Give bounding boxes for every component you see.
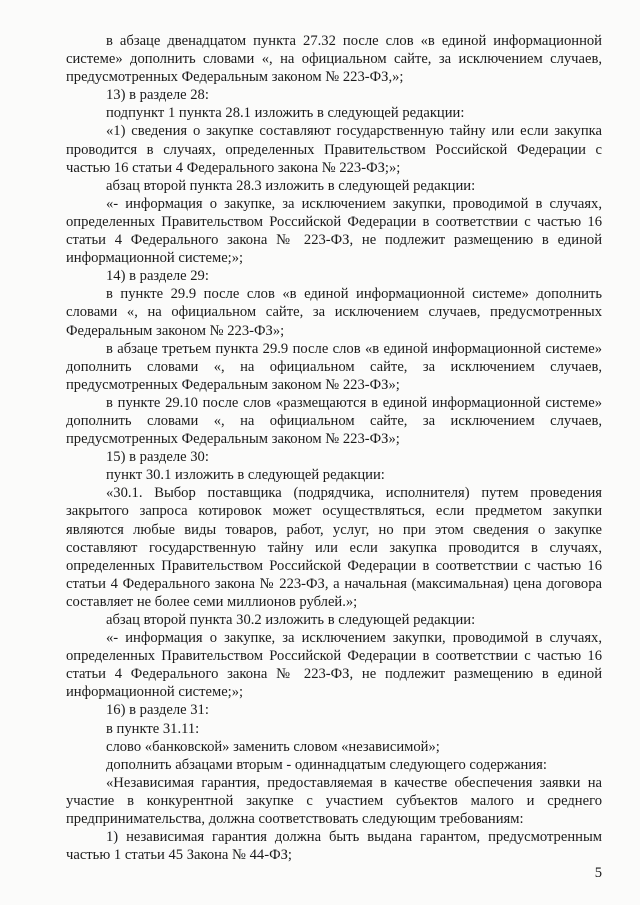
paragraph-7: 14) в разделе 29: [106,268,209,285]
paragraph-15: «- информация о закупке, за исключением закупки, проводимой в случаях, определенных Правительством Российской Федерации в соответствии с частью 16 статьи 4 Федерального закона № 223-ФЗ, не подлежит размещению в единой информационной системе;»; [66,630,602,701]
paragraph-8: в пункте 29.9 после слов «в единой информационной системе» дополнить словами «, на официальном сайте, за исключением случаев, предусмотренных Федеральным законом № 223-ФЗ»; [66,286,602,339]
paragraph-16: 16) в разделе 31: [106,702,209,719]
paragraph-13: «30.1. Выбор поставщика (подрядчика, исполнителя) путем проведения закрытого запроса котировок может осуществляться, если предметом закупки являются любые виды товаров, работ, услуг, но при этом сведения о закупке составляют государственную тайну или если закупка проводится в случаях, определенных Правительством Российской Федерации в соответствии с частью 16 статьи 4 Федерального закона № 223-ФЗ, а начальная (максимальная) цена договора составляет не более семи миллионов рублей.»; [66,485,602,610]
paragraph-5: абзац второй пункта 28.3 изложить в следующей редакции: [106,177,476,194]
document-body [66,32,602,864]
paragraph-20: «Независимая гарантия, предоставляемая в качестве обеспечения заявки на участие в конкурентной закупке с участием субъектов малого и среднего предпринимательства, должна соответствовать следующим требованиям: [66,774,602,828]
paragraph-2: 13) в разделе 28: [106,87,209,104]
paragraph-17: в пункте 31.11: [106,720,200,737]
paragraph-14: абзац второй пункта 30.2 изложить в следующей редакции: [106,612,476,628]
page-number: 5 [594,865,602,881]
paragraph-18: слово «банковской» заменить словом «независимой»; [106,738,440,755]
paragraph-11: 15) в разделе 30: [106,449,209,466]
paragraph-9: в абзаце третьем пункта 29.9 после слов «в единой информационной системе» дополнить словами «, на официальном сайте, за исключением случаев, предусмотренных Федеральным законом № 223-ФЗ»; [66,340,602,393]
paragraph-1: в абзаце двенадцатом пункта 27.32 после слов «в единой информационной системе» дополнить словами «, на официальном сайте, за исключением случаев, предусмотренных Федеральным законом № 223-ФЗ,»; [66,33,602,86]
paragraph-10: в пункте 29.10 после слов «размещаются в единой информационной системе» дополнить словами «, на официальном сайте, за исключением случаев, предусмотренных Федеральным законом № 223-ФЗ»; [66,394,602,448]
paragraph-6: «- информация о закупке, за исключением закупки, проводимой в случаях, определенных Правительством Российской Федерации в соответствии с частью 16 статьи 4 Федерального закона № 223-ФЗ, не подлежит размещению в единой информационной системе;»; [66,195,602,267]
paragraph-21: 1) независимая гарантия должна быть выдана гарантом, предусмотренным частью 1 статьи 45 Закона № 44-ФЗ; [66,829,602,864]
paragraph-12: пункт 30.1 изложить в следующей редакции: [106,467,385,484]
paragraph-19: дополнить абзацами вторым - одиннадцатым следующего содержания: [106,756,547,773]
paragraph-3: подпункт 1 пункта 28.1 изложить в следующей редакции: [106,105,465,122]
paragraph-4: «1) сведения о закупке составляют государственную тайну или если закупка проводится в случаях, определенных Правительством Российской Федерации с частью 16 статьи 4 Федерального закона № 223-ФЗ;»; [66,123,602,176]
